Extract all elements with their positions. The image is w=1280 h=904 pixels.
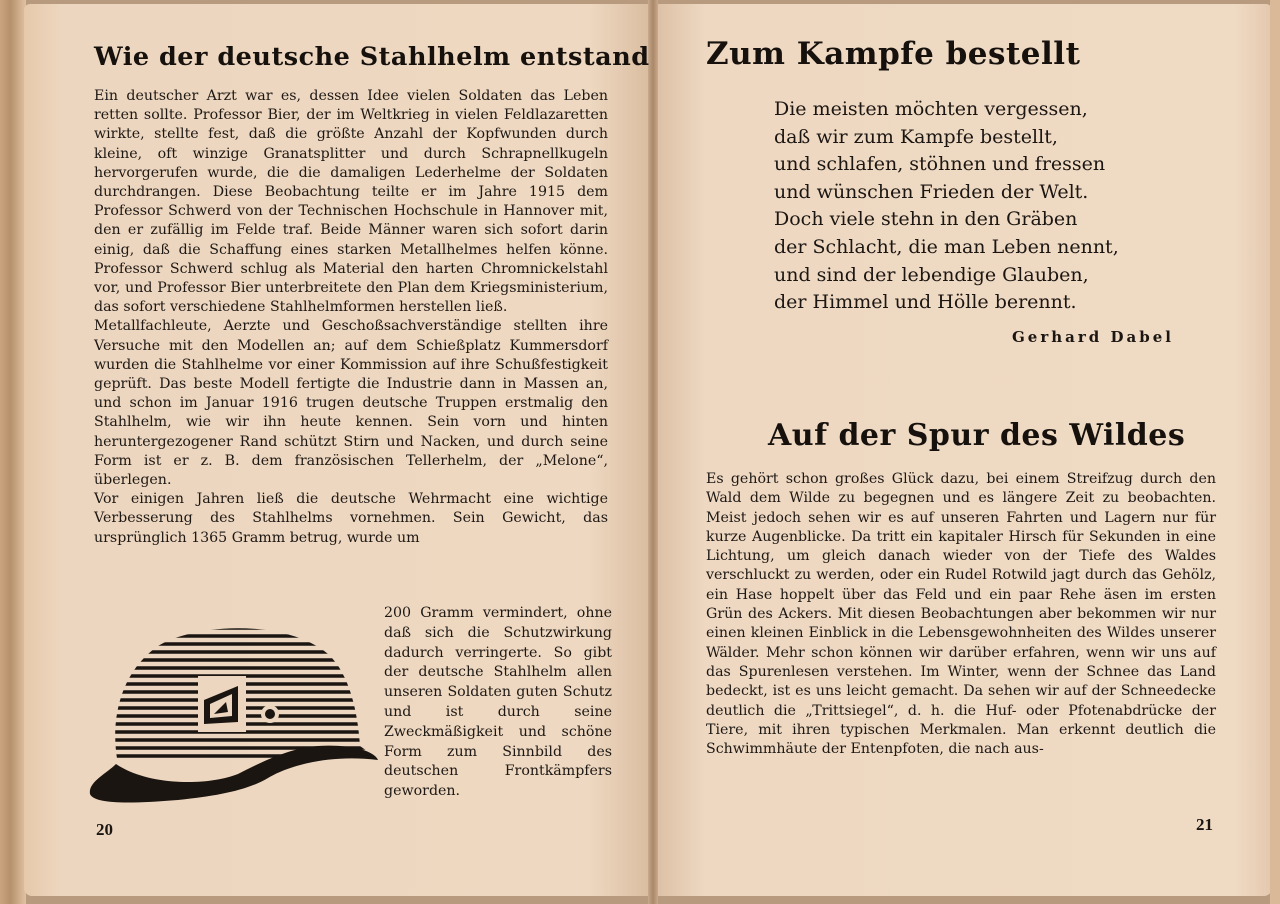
poem-line: und wünschen Frieden der Welt.	[774, 180, 1089, 203]
steel-helmet-icon	[88, 614, 380, 810]
poem	[774, 96, 1119, 317]
article-body: Es gehört schon großes Glück dazu, bei einem Streifzug durch den Wald dem Wilde zu begegnen und es längere Zeit zu beobachten. Meist jedoch sehen wir es auf unseren Fahrten und Lagern nur für kurze Augenblicke. Da tritt ein kapitaler Hirsch für Sekunden in eine Lichtung, um gleich danach wieder von der Tiefe des Waldes verschluckt zu werden, oder ein Rudel Rotwild jagt durch das Gehölz, ein Hase hoppelt über das Feld und ein paar Rehe äsen im ersten Grün des Ackers. Mit diesen Beobachtungen aber bekommen wir nur einen kleinen Einblick in die Lebensgewohnheiten des Wildes unserer Wälder. Mehr schon können wir darüber erfahren, wenn wir uns auf das Spurenlesen verstehen. Im Winter, wenn der Schnee das Land bedeckt, ist es uns leicht gemacht. Da sehen wir auf der Schneedecke deutlich die „Trittsiegel“, d. h. die Huf- oder Pfotenabdrücke der Tiere, mit ihren typischen Merkmalen. Man erkennt deutlich die Schwimmhäute der Entenpfoten, die nach aus-	[706, 471, 1216, 758]
page-number-right: 21	[1196, 815, 1213, 834]
poem-line: und sind der lebendige Glauben,	[774, 263, 1089, 286]
poem-line: Doch viele stehn in den Gräben	[774, 208, 1078, 231]
paragraph: Vor einigen Jahren ließ die deutsche Wehrmacht eine wichtige Verbesserung des Stahlhelms vornehmen. Sein Gewicht, das ursprünglich 1365 Gramm betrug, wurde um	[94, 491, 608, 546]
left-page-title: Wie der deutsche Stahlhelm entstand	[94, 42, 650, 72]
poem-title: Zum Kampfe bestellt	[706, 36, 1081, 72]
poem-line: und schlafen, stöhnen und fressen	[774, 153, 1106, 176]
left-page-body	[94, 87, 608, 548]
poem-line: der Himmel und Hölle berennt.	[774, 291, 1077, 314]
poem-author: Gerhard Dabel	[1012, 328, 1174, 346]
book-edge-right	[1270, 0, 1280, 904]
page-number-left: 20	[96, 820, 113, 839]
paragraph: Ein deutscher Arzt war es, dessen Idee vielen Soldaten das Leben retten sollte. Professor Bier, der im Weltkrieg in vielen Feldlazaretten wirkte, stellte fest, daß die größte Anzahl der Kopfwunden durch kleine, oft winzige Granatsplitter und durch Schrapnellkugeln hervorgerufen wurde, die die damaligen Lederhelme der Soldaten durchdrangen. Diese Beobachtung teilte er im Jahre 1915 dem Professor Schwerd von der Technischen Hochschule in Hannover mit, den er zufällig im Felde traf. Beide Männer waren sich sofort darin einig, daß die Schaffung eines starken Metallhelmes helfen könne. Professor Schwerd schlug als Material den harten Chromnickelstahl vor, und Professor Bier unterbreitete den Plan dem Kriegsministerium, das sofort verschiedene Stahlhelmformen herstellen ließ.	[94, 88, 608, 316]
book-gutter	[648, 0, 658, 904]
paragraph: Metallfachleute, Aerzte und Geschoßsachverständige stellten ihre Versuche mit den Modellen an; auf dem Schießplatz Kummersdorf wurden die Stahlhelme vor einer Kommission auf ihre Schußfestigkeit geprüft. Das beste Modell fertigte die Industrie dann in Massen an, und schon im Januar 1916 trugen deutsche Truppen erstmalig den Stahlhelm, wie wir ihn heute kennen. Sein vorn und hinten heruntergezogener Rand schützt Stirn und Nacken, und durch seine Form ist er z. B. dem französischen Tellerhelm, der „Melone“, überlegen.	[94, 318, 608, 489]
article-title: Auf der Spur des Wildes	[768, 418, 1186, 453]
left-page-wrap-text: 200 Gramm vermindert, ohne daß sich die Schutzwirkung dadurch verringerte. So gibt der deutsche Stahlhelm allen unseren Soldaten guten Schutz und ist durch seine Zweckmäßigkeit und schöne Form zum Sinnbild des deutschen Frontkämpfers geworden.	[384, 605, 612, 800]
poem-line: der Schlacht, die man Leben nennt,	[774, 235, 1119, 258]
poem-line: Die meisten möchten vergessen,	[774, 98, 1088, 120]
book-edge-left	[0, 0, 26, 904]
poem-line: daß wir zum Kampfe bestellt,	[774, 125, 1058, 148]
